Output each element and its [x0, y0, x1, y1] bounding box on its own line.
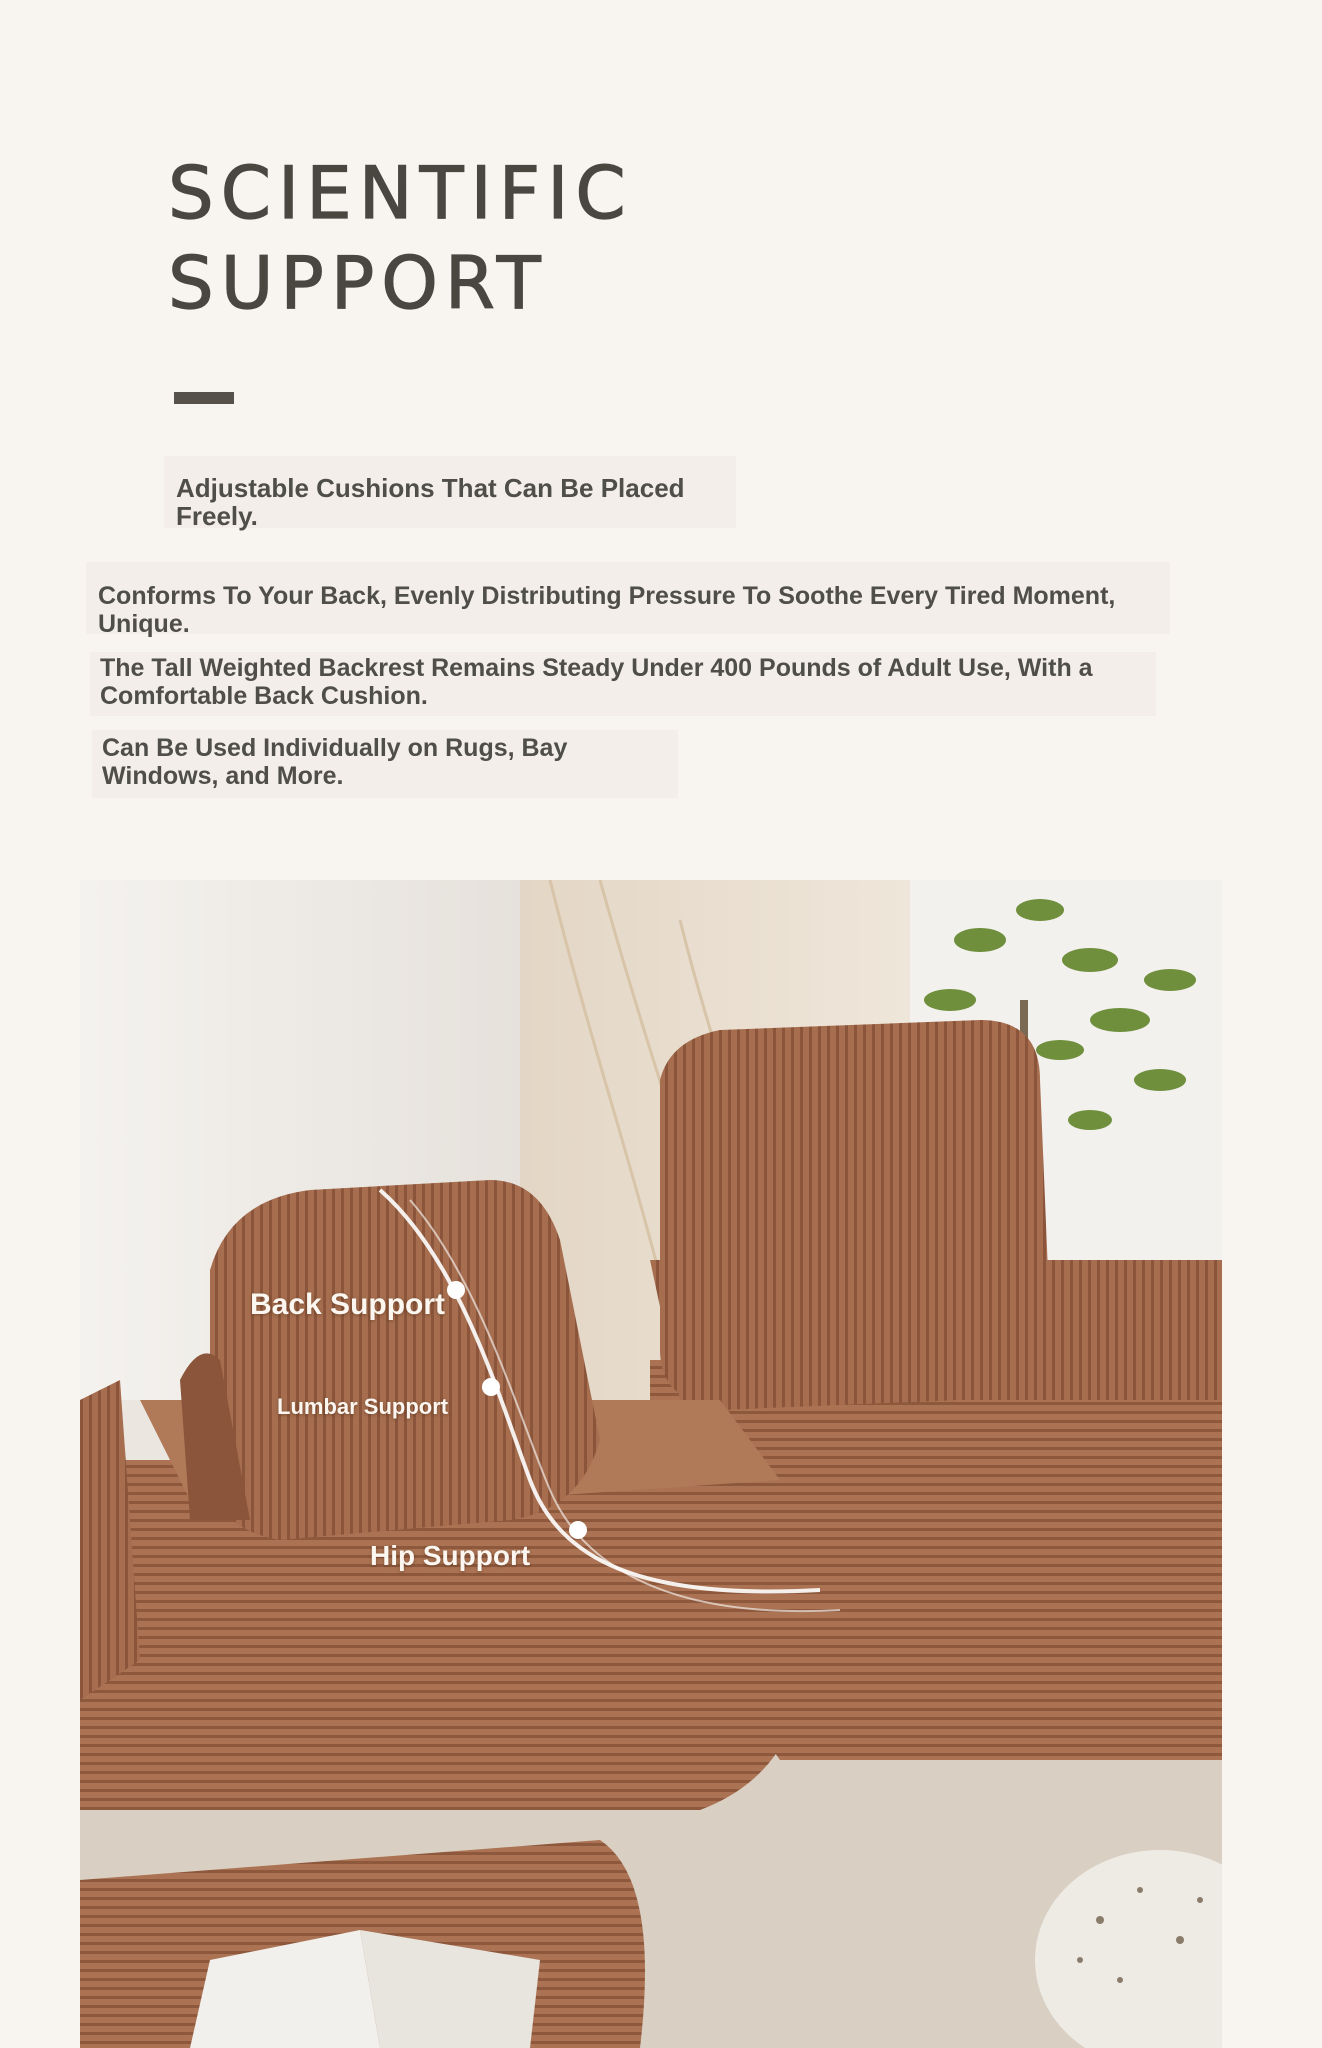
lumbar-support-marker — [482, 1378, 500, 1396]
feature-backrest: The Tall Weighted Backrest Remains Steady Under 400 Pounds of Adult Use, With a Comfortable Back Cushion. — [90, 652, 1156, 716]
back-support-label: Back Support — [250, 1288, 446, 1321]
title-line-1: SCIENTIFIC — [168, 151, 633, 235]
title-divider — [174, 392, 234, 404]
lumbar-support-label: Lumbar Support — [277, 1394, 449, 1419]
sofa-illustration — [80, 880, 1222, 2048]
hip-support-label: Hip Support — [370, 1540, 531, 1571]
hip-support-marker — [569, 1521, 587, 1539]
back-support-marker — [447, 1281, 465, 1299]
feature-cushions: Adjustable Cushions That Can Be Placed Freely. — [164, 456, 736, 528]
feature-individual: Can Be Used Individually on Rugs, Bay Windows, and More. — [92, 730, 678, 798]
product-photo — [80, 880, 1222, 2048]
page-title — [168, 148, 633, 328]
title-line-2: SUPPORT — [168, 241, 548, 325]
feature-conforms: Conforms To Your Back, Evenly Distributing Pressure To Soothe Every Tired Moment, Unique. — [86, 562, 1170, 634]
